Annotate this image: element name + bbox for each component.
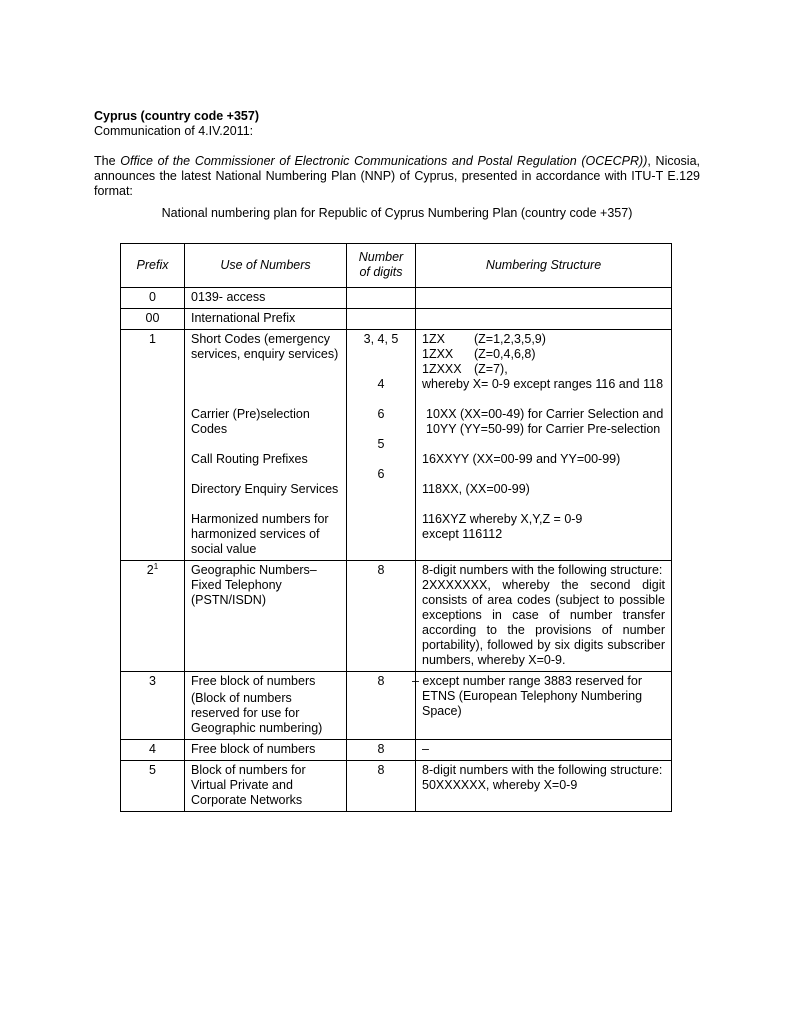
document-title: Cyprus (country code +357) [94,109,259,123]
row-use: Block of numbers for Virtual Private and Corporate Networks [185,761,347,812]
table-row [121,740,672,761]
table-row [121,672,672,740]
row-digits: 8 [347,672,416,740]
row-digits [347,288,416,309]
row-use: 0139- access [185,288,347,309]
use-reserved-note: (Block of numbers reserved for use for Geographic numbering) [191,691,323,735]
digits-directory: 6 [377,467,385,481]
row-use: International Prefix [185,309,347,330]
intro-the: The [94,154,116,168]
row-digits: 8 [347,561,416,672]
use-harmonized-numbers: Harmonized numbers for harmonized services of social value [191,512,329,556]
structure-whereby: whereby X= 0-9 except ranges 116 and 118 [422,377,664,391]
structure-intro: 8-digit numbers with the following structure: [422,563,663,577]
table-row [121,561,672,672]
table-row [121,761,672,812]
row-structure [416,309,672,330]
numbering-plan-table [120,243,672,812]
structure-intro: 8-digit numbers with the following structure: [422,763,663,777]
structure-directory: 118XX, (XX=00-99) [422,482,530,496]
row-digits [347,330,416,561]
structure-1zxxx: 1ZXXX (Z=7), [422,362,508,376]
row-prefix: 00 [121,309,185,330]
row-use: Free block of numbers [185,740,347,761]
row-structure [416,330,672,561]
use-short-codes: Short Codes (emergency services, enquiry services) [191,332,339,361]
communication-date: Communication of 4.IV.2011: [94,124,254,138]
row-structure [416,561,672,672]
row-prefix: 4 [121,740,185,761]
row-digits: 8 [347,740,416,761]
structure-harmonized-1: 116XYZ whereby X,Y,Z = 0-9 [422,512,583,526]
header-number-of-digits: Number of digits [347,244,416,288]
structure-carrier-preselection: 10YY (YY=50-99) for Carrier Pre-selection [426,422,661,436]
row-prefix: $2^1$ [121,561,185,672]
row-prefix: 0 [121,288,185,309]
structure-1zx: 1ZX (Z=1,2,3,5,9) [422,332,546,346]
use-call-routing: Call Routing Prefixes [191,452,308,466]
row-structure [416,288,672,309]
intro-office-name: Office of the Commissioner of Electronic Communications and Postal Regulation (OCECPR)) [120,154,648,168]
table-row [121,330,672,561]
row-prefix: 5 [121,761,185,812]
row-prefix: 1 [121,330,185,561]
structure-harmonized-2: except 116112 [422,527,503,541]
structure-detail: 50XXXXXX, whereby X=0-9 [422,778,578,792]
header-use-of-numbers: Use of Numbers [185,244,347,288]
digits-carrier-preselection: 6 [377,407,385,421]
row-digits [347,309,416,330]
structure-call-routing: 16XXYY (XX=00-99 and YY=00-99) [422,452,621,466]
digits-short-codes: 3, 4, 5 [363,332,399,346]
table-row [121,309,672,330]
document-header [94,109,700,199]
structure-1zxx: 1ZXX (Z=0,4,6,8) [422,347,536,361]
row-structure [416,761,672,812]
digits-carrier-selection: 4 [377,377,385,391]
row-prefix: 3 [121,672,185,740]
table-header-row [121,244,672,288]
use-carrier-codes: Carrier (Pre)selection Codes [191,407,310,436]
intro-rest: , Nicosia, announces the latest National Numbering Plan (NNP) of Cyprus, presented in accordance with ITU-T E.129 format: [94,154,700,198]
header-numbering-structure: Numbering Structure [416,244,672,288]
header-prefix: Prefix [121,244,185,288]
footnote-marker: 1 [153,561,159,571]
use-free-block: Free block of numbers [191,674,316,688]
use-directory-enquiry: Directory Enquiry Services [191,482,339,496]
row-structure: – [416,740,672,761]
table-caption: National numbering plan for Republic of Cyprus Numbering Plan (country code +357) [161,206,633,220]
row-use [185,672,347,740]
row-digits: 8 [347,761,416,812]
structure-detail: 2XXXXXXX, whereby the second digit consists of area codes (subject to possible exceptions in case of number transfer according to the provisions of number portability), followed by six digits subscriber numbers, whereby X=0-9. [422,578,665,667]
digits-call-routing: 5 [377,437,385,451]
row-use: Geographic Numbers–Fixed Telephony (PSTN/ISDN) [185,561,347,672]
row-structure: – except number range 3883 reserved for ETNS (European Telephony Numbering Space) [416,672,672,740]
intro-paragraph [94,154,700,199]
structure-carrier-selection: 10XX (XX=00-49) for Carrier Selection and [426,407,664,421]
row-use [185,330,347,561]
table-row [121,288,672,309]
